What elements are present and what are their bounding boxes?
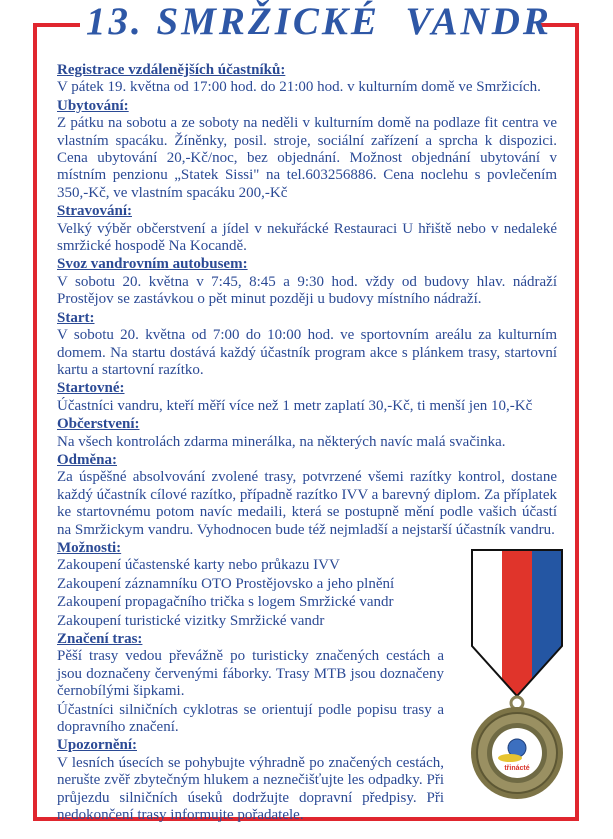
section-text: V lesních úsecích se pohybujte výhradně po značených cestách, nerušte zvěř zbytečným hlukem a neznečišťujte les odpadky. Při průjezdu silničních úseků dodržujte dopravní předpisy. Při nedokončení trasy informujte pořadatele.: [57, 754, 444, 824]
section-registration: [57, 62, 557, 97]
section-refreshments: [57, 416, 557, 451]
section-text: Z pátku na sobotu a ze soboty na neděli v kulturním domě na podlaze fit centra ve vlastním spacáku. Žíněnky, posil. stroje, sociální zařízení a sprcha k dispozici. Cena ubytování 20,-Kč/noc, bez objednání. Možnost objednání ubytování v místním penzionu „Statek Sissi" na tel.603256886. Cena noclehu s povlečením 350,-Kč, ve vlastním spacáku 200,-Kč: [57, 115, 557, 201]
section-fee: [57, 380, 557, 415]
option-item: Zakoupení záznamníku OTO Prostějovsko a jeho plnění: [57, 575, 395, 592]
section-text: Na všech kontrolách zdarma minerálka, na některých navíc malá svačinka.: [57, 433, 506, 450]
section-catering: [57, 203, 557, 255]
section-start: [57, 310, 557, 380]
section-heading: Startovné:: [57, 380, 125, 397]
section-heading: Značení tras:: [57, 631, 143, 647]
medal-body: [471, 707, 563, 799]
section-heading: Ubytování:: [57, 97, 129, 114]
section-accommodation: [57, 98, 557, 202]
section-trail-marking: [57, 631, 444, 736]
medal-image: [470, 548, 570, 808]
option-item: Zakoupení propagačního trička s logem Smržické vandr: [57, 594, 394, 611]
section-text: Za úspěšné absolvování zvolené trasy, potvrzené všemi razítky kontrol, dostane každý účastník cílové razítko, případně razítko IVV a barevný diplom. Za příplatek ke startovnému potom navíc medaili, která se postupně mění podle vašich účastí na Smržickym vandru. Vyhodnocen bude též nejmladší a nejstarší účastník vandru.: [57, 469, 557, 538]
snail-icon: [498, 754, 522, 762]
section-heading: Odměna:: [57, 451, 117, 468]
section-heading: Svoz vandrovním autobusem:: [57, 256, 248, 273]
ribbon-white-stripe: [472, 550, 502, 680]
section-heading: Možnosti:: [57, 539, 122, 556]
page-title: 13. SMRŽICKÉ VANDR: [86, 0, 552, 43]
section-heading: Upozornění:: [57, 737, 137, 754]
section-warning: [57, 737, 444, 824]
section-text: V sobotu 20. května v 7:45, 8:45 a 9:30 hod. vždy od budovy hlav. nádraží Prostějov se zastávkou o pět minut později u budovy místního nádraží.: [57, 273, 557, 308]
section-text: V pátek 19. května od 17:00 hod. do 21:00 hod. v kulturním domě ve Smržicích.: [57, 79, 541, 96]
section-reward: [57, 452, 557, 539]
section-heading: Start:: [57, 309, 95, 326]
section-text: V sobotu 20. května od 7:00 do 10:00 hod. ve sportovním areálu za kulturním domem. Na startu dostává každý účastník program akce s plánkem trasy, startovní kartu a startovní razítko.: [57, 327, 557, 378]
option-item: Zakoupení účastenské karty nebo průkazu IVV: [57, 557, 340, 574]
section-heading: Občerstvení:: [57, 416, 140, 433]
option-item: Zakoupení turistické vizitky Smržické vandr: [57, 612, 325, 629]
ribbon-blue-stripe: [532, 550, 562, 680]
section-text: Velký výběr občerstvení a jídel v nekuřácké Restauraci U hřiště nebo v nedaleké smržické hospodě Na Kocandě.: [57, 220, 557, 255]
medal-center-text: třinácté: [504, 765, 530, 772]
section-text: Pěší trasy vedou převážně po turisticky značených cestách a jsou doznačeny červenými fáborky. Trasy MTB jsou doznačeny černobílými šipkami.: [57, 648, 444, 700]
medal-ribbon: [472, 550, 562, 696]
section-heading: Stravování:: [57, 203, 132, 220]
ribbon-red-stripe: [502, 550, 532, 696]
section-text: Účastníci vandru, kteří měří více než 1 metr zaplatí 30,-Kč, ti menší jen 10,-Kč: [57, 397, 533, 414]
section-heading: Registrace vzdálenějších účastníků:: [57, 62, 286, 78]
section-text: Účastníci silničních cyklotras se orientují podle popisu trasy a dopravního značení.: [57, 701, 444, 736]
section-bus: [57, 256, 557, 308]
